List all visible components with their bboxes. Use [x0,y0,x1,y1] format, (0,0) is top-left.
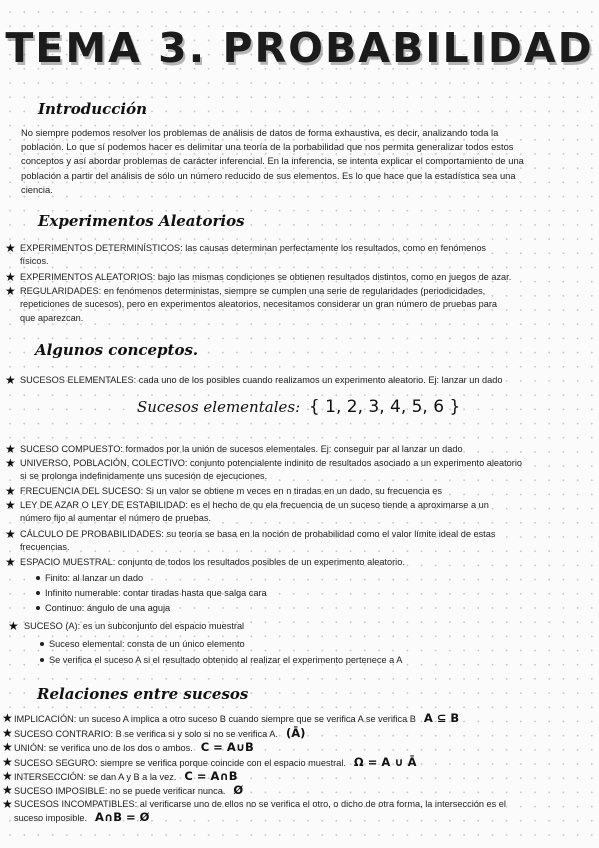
intro-paragraph [21,126,524,197]
list-item-suceso-compuesto [20,443,463,456]
math-expression: Ω = A ∪ Ā [353,755,417,769]
star-icon: ★ [5,373,16,387]
heading-experimentos: Experimentos Aleatorios [38,212,245,230]
item-line: SUCESO (A): es un subconjunto del espacio muestral [24,621,245,631]
math-expression: A ⊆ B [423,711,460,725]
star-icon: ★ [2,740,13,754]
star-icon: ★ [2,783,13,797]
item-line: SUCESOS INCOMPATIBLES: al verificarse uno de ellos no se verifica el otro, o dicho de otra forma, la intersección es el [14,799,506,809]
star-icon: ★ [5,241,16,255]
sucesos-elementales-set [137,397,460,417]
list-item-imposible [14,784,243,798]
list-item-incompatibles [14,798,506,826]
star-icon: ★ [5,527,16,541]
sub-item-text: Se verifica el suceso A si el resultado obtenido al realizar el experimento pertenece a A [49,655,403,665]
star-icon: ★ [5,498,16,512]
item-text: UNIÓN: se verifica uno de los dos o ambos. [14,743,193,753]
star-icon: ★ [2,797,13,811]
intro-line: población. Lo que sí podemos hacer es delimitar una teoría de la porbabilidad que nos permita generalizar todos estos [21,141,514,153]
intro-line: conceptos y así abordar problemas de carácter inferencial. En la inferencia, se intenta explicar el comportamiento de una [21,155,524,167]
star-icon: ★ [2,711,13,725]
heading-conceptos: Algunos conceptos. [35,341,199,359]
list-item-contrario [14,727,305,741]
star-icon: ★ [8,619,19,633]
sub-item-verifica [40,654,402,667]
item-line: FRECUENCIA DEL SUCESO: Si un valor se obtiene m veces en n tiradas en un dado, su frecuencia es [20,486,442,496]
item-line: si se prolonga indefinidamente uns sucesión de ejecuciones. [20,471,268,482]
sub-item-text: Infinito numerable: contar tiradas hasta que salga cara [45,588,267,598]
sub-item-infinito [36,587,267,600]
item-line: repeticiones de sucesos), pero en experimentos aleatorios, necesitamos considerar un gran número de pruebas para [20,299,498,310]
item-line: EXPERIMENTOS ALEATORIOS: bajo las mismas condiciones se obtienen resultados distintos, como en juegos de azar. [20,272,512,282]
bullet-icon [40,642,44,646]
set-values: { 1, 2, 3, 4, 5, 6 } [308,397,461,417]
list-item-sucesos-elementales [20,374,502,387]
star-icon: ★ [2,769,13,783]
item-text: SUCESO SEGURO: siempre se verifica porque coincide con el espacio muestral. [14,758,346,768]
star-icon: ★ [2,726,13,740]
star-icon: ★ [5,484,16,498]
list-item-calculo [20,528,495,555]
math-expression: A∩B = Ø [95,810,150,825]
sub-item-text: Suceso elemental: consta de un único elemento [49,639,245,649]
heading-relaciones: Relaciones entre sucesos [37,685,249,703]
item-line: SUCESOS ELEMENTALES: cada uno de los posibles cuando realizamos un experimento aleatorio. Ej: lanzar un dado [20,375,503,385]
list-item-implicacion [14,712,459,726]
list-item-espacio-muestral [20,556,405,569]
math-expression: C = A∩B [184,769,238,783]
item-line: CÁLCULO DE PROBABILIDADES: su teoría se basa en la noción de probabilidad como el valor límite ideal de estas [20,529,496,539]
list-item-interseccion [14,770,237,784]
intro-line: población a partir del análisis de sólo un número reducido de sus elementos. Es lo que hace que la estadística sea una [21,169,516,181]
star-icon: ★ [5,284,16,298]
item-text: SUCESO CONTRARIO: B se verifica si y solo si no se verifica A. [14,729,278,739]
sub-item-text: Finito: al lanzar un dado [45,573,144,583]
sub-item-finito [36,572,143,585]
item-line: LEY DE AZAR O LEY DE ESTABILIDAD: es el hecho de qu ela frecuencia de un suceso tiende a aproximarse a un [20,500,489,510]
list-item-frecuencia [20,485,442,498]
item-line: frecuencias. [20,542,70,553]
intro-line: ciencia. [21,183,53,195]
sub-item-continuo [36,602,170,615]
bullet-icon [36,606,40,610]
item-line: número fijo al aumentar el número de pruebas. [20,513,212,524]
bullet-icon [40,658,44,662]
list-item-suceso-a [24,620,244,633]
list-item-universo [20,457,522,484]
item-line: que aparezcan. [20,312,84,323]
item-text: INTERSECCIÓN: se dan A y B a la vez. [14,772,177,782]
item-line: físicos. [20,256,49,267]
list-item-ley-azar [20,499,489,526]
heading-introduccion: Introducción [38,100,148,118]
set-label: Sucesos elementales: [137,398,301,416]
math-expression: Ø [233,783,244,797]
list-item-regularidades [20,285,497,325]
list-item-deterministicos [20,242,486,269]
math-expression: (Ā) [285,726,306,740]
item-text: SUCESO IMPOSIBLE: no se puede verificar nunca. [14,786,226,796]
star-icon: ★ [5,456,16,470]
star-icon: ★ [2,755,13,769]
item-line: REGULARIDADES: en fenómenos deterministas, siempre se cumplen una serie de regularidades (periodicidades, [20,286,486,296]
star-icon: ★ [5,555,16,569]
sub-item-text: Continuo: ángulo de una aguja [45,603,171,613]
bullet-icon [36,591,40,595]
list-item-aleatorios [20,271,511,284]
sub-item-elemental [40,638,245,651]
list-item-union [14,741,254,755]
item-text: suceso imposible. [14,813,88,824]
item-line: SUCESO COMPUESTO: formados por la unión de sucesos elementales. Ej: conseguir par al lanzar un dado [20,444,463,454]
page-title: TEMA 3. PROBABILIDAD [5,24,594,72]
item-line: EXPERIMENTOS DETERMINÍSTICOS: las causas determinan perfectamente los resultados, como en fenómenos [20,243,487,253]
item-text: IMPLICACIÓN: un suceso A implica a otro suceso B cuando siempre que se verifica A se verifica B [14,714,416,724]
math-expression: C = A∪B [200,740,254,754]
bullet-icon [36,576,40,580]
star-icon: ★ [5,442,16,456]
item-line: UNIVERSO, POBLACIÓN, COLECTIVO: conjunto potencialente indinito de resultados asociado a un experimento aleatorio [20,458,523,468]
star-icon: ★ [5,270,16,284]
intro-line: No siempre podemos resolver los problemas de análisis de datos de forma exhaustiva, es decir, analizando toda la [21,127,499,138]
item-line: ESPACIO MUESTRAL: conjunto de todos los resultados posibles de un experimento aleatorio. [20,557,405,567]
